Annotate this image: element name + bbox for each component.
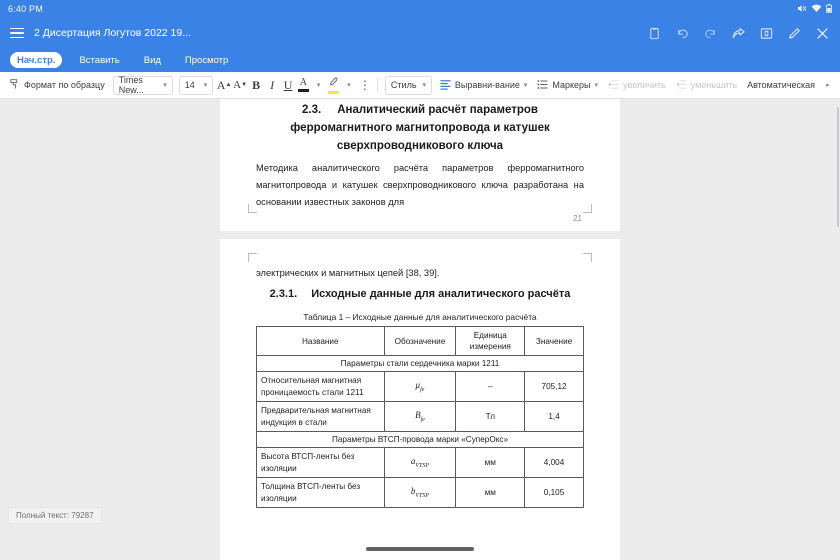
- heading-text: Исходные данные для аналитического расчёта: [311, 288, 571, 300]
- text-color-swatch: [298, 89, 309, 92]
- undo-icon[interactable]: [675, 26, 690, 41]
- chevron-down-icon: ▾: [316, 81, 321, 89]
- highlight-color-swatch: [328, 91, 339, 94]
- cell-unit: мм: [456, 478, 525, 508]
- bold-button[interactable]: B: [252, 77, 261, 92]
- table-section-row: [257, 432, 584, 448]
- format-painter-icon: [9, 78, 20, 92]
- cell-value: 4,004: [525, 448, 584, 478]
- decrease-indent-button[interactable]: [671, 75, 742, 96]
- document-page-21[interactable]: [220, 99, 620, 231]
- highlight-icon: [328, 76, 339, 90]
- tab-home[interactable]: Нач.стр.: [10, 52, 62, 68]
- section-label: Параметры стали сердечника марки 1211: [257, 356, 584, 372]
- chevron-right-icon: ▸: [826, 81, 830, 89]
- margin-corner-mark: [248, 253, 257, 262]
- paragraph-style-select[interactable]: [385, 76, 432, 95]
- cell-name: Предварительная магнитная индукция в стали: [257, 402, 385, 432]
- more-vertical-icon: ⋮: [358, 78, 371, 92]
- heading-number: 2.3.: [302, 104, 322, 116]
- font-family-value: Times New...: [118, 75, 144, 95]
- cell-symbol: $\mu_{fe}$: [384, 372, 456, 402]
- more-text-options-button[interactable]: [357, 75, 373, 96]
- bullets-label: Маркеры: [552, 80, 591, 90]
- chevron-down-icon: ▾: [422, 81, 427, 89]
- decrease-arrow-icon: ▼: [241, 82, 248, 88]
- line-spacing-label: Автоматическая: [747, 80, 816, 90]
- tablet-view-icon[interactable]: [647, 26, 662, 41]
- tab-insert[interactable]: Вставить: [79, 54, 120, 66]
- font-family-select[interactable]: [113, 76, 173, 95]
- redo-icon[interactable]: [703, 26, 718, 41]
- heading-number: 2.3.1.: [269, 288, 298, 300]
- margin-corner-mark: [248, 204, 257, 213]
- body-paragraph: Методика аналитического расчёта параметров ферромагнитного магнитопровода и катушек сверхпроводникового ключа разработана на основании известных законов для: [256, 163, 584, 207]
- text-color-dropdown[interactable]: [311, 75, 327, 96]
- edit-pencil-icon[interactable]: [787, 26, 802, 41]
- toolbar-divider: [377, 78, 378, 93]
- section-label: Параметры ВТСП-провода марки «СуперОкс»: [257, 432, 584, 448]
- document-page-22[interactable]: [220, 239, 620, 560]
- column-header-value: Значение: [525, 327, 584, 356]
- increase-indent-icon: [608, 79, 619, 92]
- title-bar: [0, 18, 840, 48]
- column-header-symbol: Обозначение: [384, 327, 456, 356]
- table-row: [257, 448, 584, 478]
- cell-value: 1,4: [525, 402, 584, 432]
- increase-indent-button[interactable]: [603, 75, 671, 96]
- system-indicators: [797, 4, 832, 15]
- wifi-icon: [811, 4, 822, 15]
- alignment-button[interactable]: [435, 75, 532, 96]
- cell-unit: –: [456, 372, 525, 402]
- ribbon-tab-bar: [0, 48, 840, 72]
- decrease-indent-icon: [676, 79, 687, 92]
- table-caption: Таблица 1 – Исходные данные для аналитического расчёта: [303, 312, 537, 322]
- line-spacing-button[interactable]: [742, 75, 820, 96]
- heading-text: Аналитический расчёт параметров ферромагнитного магнитопровода и катушек сверхпроводникового ключа: [290, 104, 550, 152]
- mute-icon: [797, 4, 807, 15]
- column-header-unit: Единица измерения: [456, 327, 525, 356]
- cell-symbol: $B_{fe}$: [384, 402, 456, 432]
- cell-unit: Тл: [456, 402, 525, 432]
- cell-name: Относительная магнитная проницаемость стали 1211: [257, 372, 385, 402]
- table-section-row: [257, 356, 584, 372]
- table-row: [257, 402, 584, 432]
- column-header-name: Название: [257, 327, 385, 356]
- increase-font-size-label: A: [216, 77, 226, 92]
- underline-button[interactable]: U: [283, 77, 293, 92]
- home-indicator[interactable]: [366, 547, 474, 551]
- chevron-down-icon: ▾: [523, 81, 528, 89]
- chevron-down-icon: ▾: [594, 81, 599, 89]
- cell-symbol: $a_{VTSP}$: [384, 448, 456, 478]
- vertical-scrollbar[interactable]: [837, 107, 839, 227]
- page-number: 21: [573, 214, 582, 223]
- bullets-button[interactable]: [532, 75, 603, 96]
- chevron-down-icon: ▾: [163, 81, 167, 89]
- cell-value: 705,12: [525, 372, 584, 402]
- cell-name: Толщина ВТСП-ленты без изоляции: [257, 478, 385, 508]
- system-clock: 6:40 PM: [8, 4, 43, 14]
- tab-view[interactable]: Вид: [143, 54, 161, 66]
- table-row: [257, 372, 584, 402]
- battery-icon: [826, 4, 832, 15]
- font-size-select[interactable]: [179, 76, 213, 95]
- initial-data-table[interactable]: [256, 326, 584, 508]
- paragraph-style-value: Стиль: [390, 80, 417, 90]
- cell-value: 0,105: [525, 478, 584, 508]
- text-color-label: A: [299, 77, 307, 89]
- formatting-toolbar: [0, 72, 840, 99]
- tab-review[interactable]: Просмотр: [184, 54, 229, 66]
- increase-arrow-icon: ▲: [225, 82, 232, 88]
- increase-font-size-button[interactable]: [216, 75, 232, 96]
- format-painter-label: Формат по образцу: [24, 80, 105, 90]
- cell-unit: мм: [456, 448, 525, 478]
- system-status-bar: [0, 0, 840, 18]
- cell-name: Высота ВТСП-ленты без изоляции: [257, 448, 385, 478]
- text-color-button[interactable]: [296, 75, 310, 96]
- body-paragraph-continued: электрических и магнитных цепей [38, 39].: [256, 268, 440, 278]
- increase-indent-label: увеличить: [623, 80, 666, 90]
- chevron-down-icon: ▾: [203, 81, 208, 89]
- margin-corner-mark: [583, 253, 592, 262]
- font-size-value: 14: [184, 80, 195, 90]
- close-icon[interactable]: [815, 26, 830, 41]
- italic-button[interactable]: I: [270, 77, 275, 92]
- share-icon[interactable]: [731, 26, 746, 41]
- alignment-label: Выравни-вание: [454, 80, 520, 90]
- format-painter-button[interactable]: [4, 75, 110, 96]
- align-icon: [440, 79, 451, 92]
- highlight-color-button[interactable]: [327, 75, 341, 96]
- table-header-row: [257, 327, 584, 356]
- presentation-icon[interactable]: [759, 26, 774, 41]
- document-canvas[interactable]: [0, 99, 840, 560]
- decrease-font-size-label: A: [233, 79, 242, 91]
- section-heading-2-3-1: [256, 285, 584, 303]
- section-heading-2-3: [256, 101, 584, 155]
- margin-corner-mark: [583, 204, 592, 213]
- chevron-down-icon: ▾: [347, 81, 351, 89]
- hamburger-menu-icon[interactable]: [10, 28, 24, 39]
- cell-symbol: $b_{VTSP}$: [384, 478, 456, 508]
- toolbar-overflow-button[interactable]: [820, 75, 836, 96]
- bullet-list-icon: [537, 79, 548, 92]
- table-row: [257, 478, 584, 508]
- decrease-font-size-button[interactable]: [232, 75, 248, 96]
- title-bar-actions: [647, 26, 830, 41]
- document-title: 2 Дисертация Логутов 2022 19...: [34, 27, 191, 39]
- highlight-color-dropdown[interactable]: [341, 75, 357, 96]
- decrease-indent-label: уменьшить: [690, 80, 738, 90]
- word-count-badge: Полный текст: 79287: [8, 507, 102, 524]
